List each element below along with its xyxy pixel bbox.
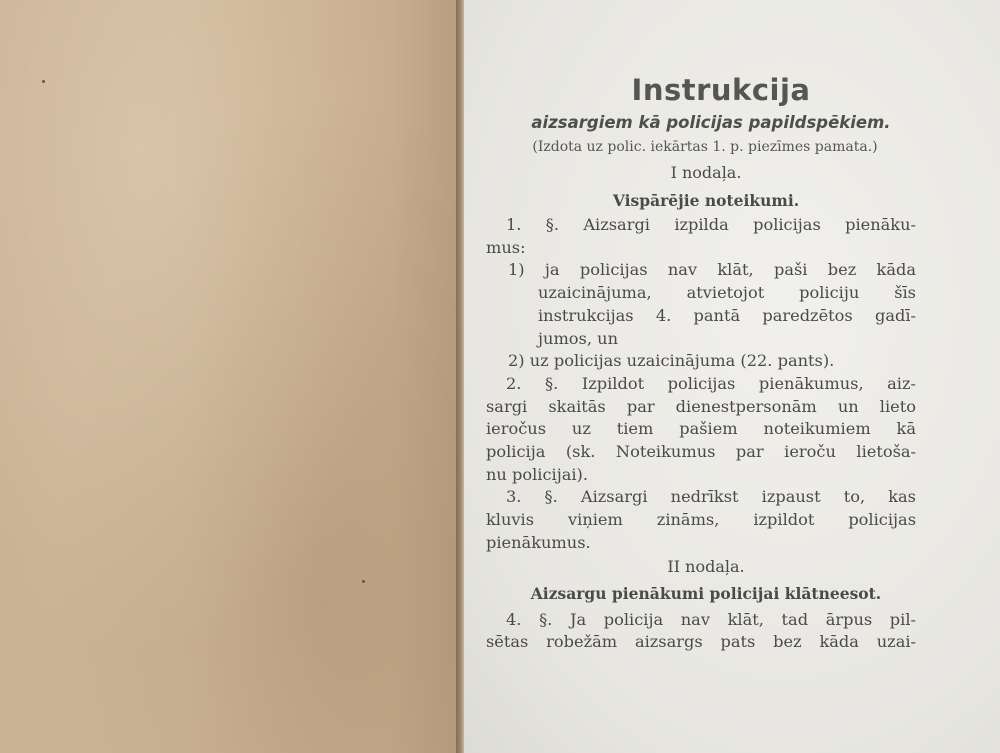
document-subtitle: aizsargiem kā policijas papildspēkiem.: [531, 113, 891, 132]
text-line: 2) uz policijas uzaicinājuma (22. pants).: [508, 351, 835, 371]
text-line: 2. §. Izpildot policijas pienākumus, aiz-: [506, 373, 916, 393]
chapter-2-label: II nodaļa.: [667, 556, 745, 576]
text-line: pienākumus.: [486, 532, 591, 552]
text-line: sētas robežām aizsargs pats bez kāda uzai-: [486, 632, 916, 652]
text-line: 1. §. Aizsargi izpilda policijas pienāku-: [506, 215, 916, 234]
text-line: 3. §. Aizsargi nedrīkst izpaust to, kas: [506, 487, 916, 507]
paragraph-2: [486, 373, 916, 487]
paper-speck: [362, 580, 365, 583]
left-blank-page: [0, 0, 462, 753]
text-line: mus:: [486, 237, 526, 257]
text-line: ieročus uz tiem pašiem noteikumiem kā: [486, 419, 916, 439]
paragraph-1: [486, 214, 916, 259]
paragraph-4: [486, 609, 916, 654]
text-line: policija (sk. Noteikumus par ieroču lietoša-: [486, 442, 916, 462]
text-line: 1) ja policijas nav klāt, paši bez kāda: [508, 260, 916, 280]
text-line: nu policijai).: [486, 464, 589, 484]
text-line: uzaicinājuma, atvietojot policiju šīs: [538, 283, 916, 303]
chapter-1-heading: Vispārējie noteikumi.: [612, 191, 800, 210]
text-line: kluvis viņiem zināms, izpildot policijas: [486, 510, 916, 530]
chapter-1-label: I nodaļa.: [670, 163, 742, 182]
text-line: 4. §. Ja policija nav klāt, tad ārpus pil-: [506, 609, 916, 629]
document-title: Instrukcija: [631, 73, 811, 107]
text-line: instrukcijas 4. pantā paredzētos gadī-: [538, 305, 916, 325]
page-text: [486, 70, 916, 654]
paragraph-3: [486, 486, 916, 554]
chapter-2-heading: Aizsargu pienākumi policijai klātneesot.: [530, 583, 882, 603]
list-item-1: [486, 259, 916, 350]
paper-speck: [42, 80, 45, 83]
list-item-2: [486, 350, 916, 373]
text-line: jumos, un: [538, 328, 618, 348]
text-line: sargi skaitās par dienestpersonām un lieto: [486, 396, 916, 416]
issuance-note: (Izdota uz polic. iekārtas 1. p. piezīmes pamata.): [532, 139, 878, 155]
